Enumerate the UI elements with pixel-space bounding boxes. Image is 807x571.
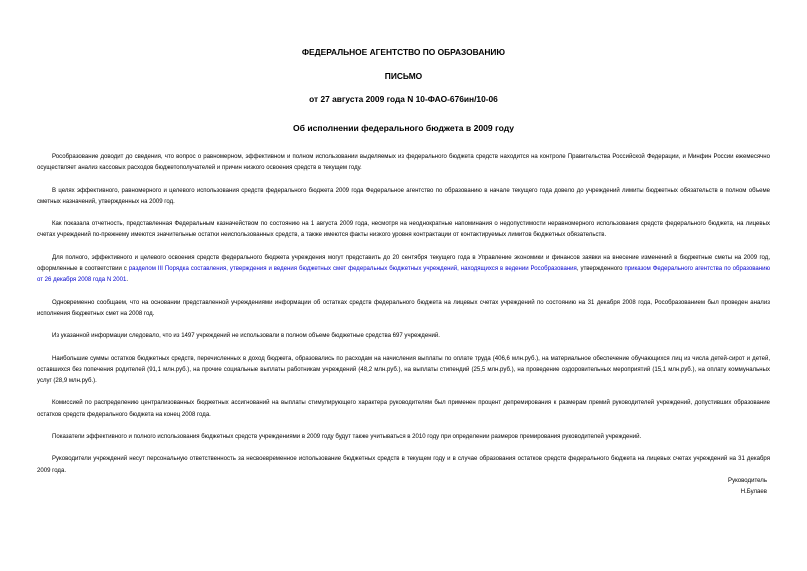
paragraph-6: Из указанной информации следовало, что из 1497 учреждений не использовали в полном объеме бюджетные средства 697 учреждений.: [52, 333, 440, 340]
document-type-heading: ПИСЬМО: [384, 71, 423, 81]
signature-block: [728, 476, 767, 498]
paragraph-5: Одновременно сообщаем, что на основании представленной учреждениями информации об остатках средств федерального бюджета на лицевых счетах учреждений по состоянию на 31 декабря 2008 года, Рособразованием был проведен анализ исполнения бюджетных смет на 2008 год.: [37, 299, 770, 317]
letter-body: [37, 152, 770, 488]
order-link[interactable]: приказом Федерального агентства по образованию от 26 декабря 2008 года N 2001: [37, 265, 770, 284]
paragraph-2: В целях эффективного, равномерного и целевого использования средств федерального бюджета 2009 года Федеральное агентство по образованию в начале текущего года довело до учреждений лимиты бюджетных обязательств в полном объеме сметных назначений, утвержденных на 2009 год.: [37, 187, 770, 205]
date-number-heading: от 27 августа 2009 года N 10-ФАО-676ин/10-06: [309, 94, 498, 104]
paragraph-1: Рособразование доводит до сведения, что вопрос о равномерном, эффективном и полном использовании выделяемых из федерального бюджета средств находится на контроле Правительства Российской Федерации, и Минфин России ежемесячно осуществляет анализ кассовых расходов бюджетополучателей и причин низкого освоения средств в текущем году.: [37, 154, 770, 172]
paragraph-3: Как показала отчетность, представленная Федеральным казначейством по состоянию на 1 августа 2009 года, несмотря на неоднократные напоминания о недопустимости неравномерного использования средств федерального бюджета, на лицевых счетах учреждений по-прежнему имеются значительные остатки неиспользованных средств, а также имеются факты низкого уровня контрактации от контактируемых лимитов бюджетных обязательств.: [37, 221, 770, 239]
procedure-section-link[interactable]: разделом III Порядка составления, утверждения и ведения бюджетных смет федеральных бюджетных учреждений, находящихся в ведении Рособразования: [128, 265, 577, 272]
agency-heading: ФЕДЕРАЛЬНОЕ АГЕНТСТВО ПО ОБРАЗОВАНИЮ: [301, 47, 506, 57]
paragraph-7: Наибольшие суммы остатков бюджетных средств, перечисленных в доход бюджета, образовались по расходам на начисления выплаты по оплате труда (406,6 млн.руб.), на материальное обеспечение обучающихся лиц из числа детей-сирот и детей, оставшихся без попечения родителей (91,1 млн.руб.), на прочие социальные выплаты работникам учреждений (48,2 млн.руб.), на выплаты стипендий (25,5 млн.руб.), на проведение оздоровительных мероприятий (15,1 млн.руб.), на оплату коммунальных услуг (28,9 млн.руб.).: [37, 355, 770, 384]
paragraph-4-text-c: .: [126, 277, 129, 284]
paragraph-10: Руководители учреждений несут персональную ответственность за несвоевременное использование бюджетных средств в текущем году и в случае образования остатков средств федерального бюджета на лицевых счетах учреждений на 31 декабря 2009 года.: [37, 456, 770, 474]
signature-position: Руководитель: [728, 478, 767, 484]
paragraph-9: Показатели эффективного и полного использования бюджетных средств учреждениями в 2009 году будут также учитываться в 2010 году при определении размеров премирования руководителей учреждений.: [52, 433, 642, 440]
paragraph-4-text-b: , утвержденного: [576, 265, 625, 272]
document-title: Об исполнении федерального бюджета в 2009 году: [292, 123, 515, 133]
paragraph-8: Комиссией по распределению централизованных бюджетных ассигнований на выплаты стимулирующего характера руководителям был применен процент депремирования к размерам премий руководителей учреждений, допустивших образование остатков средств федерального бюджета на конец 2008 года.: [37, 400, 770, 418]
paragraph-4-text-a: Для полного, эффективного и целевого освоения средств федерального бюджета учреждения могут представить до 20 сентября текущего года в Управление экономики и финансов заявки на внесение изменений в бюджетные сметы на 2009 год, оформленные в соответствии с: [37, 254, 770, 272]
paragraph-4: [37, 253, 770, 287]
signature-name: Н.Булаев: [740, 489, 767, 496]
